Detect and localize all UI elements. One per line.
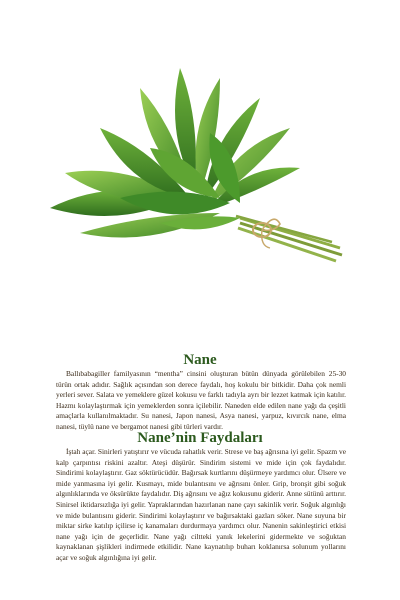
mint-leaves (50, 68, 300, 238)
section-text-benefits: İştah açar. Sinirleri yatıştırır ve vücuda rahatlık verir. Strese ve baş ağrısına iyi gelir. Spazm ve kalp çarpıntısı riskini azaltır. Ateşi düşürür. Sindirim sistemi ve mide için çok faydalıdır. Sindirimi kolaylaştırır. Gaz söktürücüdür. Bağırsak kurtlarını düşürmeye yardımcı olur. Ülsere ve mide yanmasına iyi gelir. Kusmayı, mide bulantısını ve ağrısını önler. Grip, bronşit gibi soğuk algınlıklarında ve öksürükte faydalıdır. Diş ağrısını ve ağız kokusunu giderir. Anne sütünü arttırır. Sinirsel iktidarsızlığa iyi gelir. Yapraklarından hazırlanan nane çayı sakinlik verir. Soğuk algınlığı ve mide bulantısını giderir. Sindirimi kolaylaştırır ve bağırsaktaki gazları söker. Nane suyuna bir miktar sirke katılıp içilirse iç kanamaları durdurmaya yardımcı olur. Nanenin sakinleştirici etkisi nane yağı için de geçerlidir. Nane yağı ciltteki yanık lekelerini gidermekte ve soğuktan kaynaklanan şişlikleri indirmede etkilidir. Nane kaynatılıp buharı koklanırsa solunum yollarını açar ve soğuk algınlığına iyi gelir. (56, 447, 346, 562)
section-text-nane: Ballıbabagiller familyasının “mentha” cinsini oluşturan bütün dünyada görülebilen 25-30 türün ortak adıdır. Sağlık açısından son derece faydalı, hoş kokulu bir bitkidir. Daha çok nemli yerleri sever. Salata ve yemeklere güzel kokusu ve farklı tadıyla ayrı bir lezzet katmak için katılır. Hazmı kolaylaştırmak için yemeklerden sonra içilebilir. Naneden elde edilen nane yağı da çeşitli amaçlarla kullanılmaktadır. Su nanesi, Japon nanesi, Asya nanesi, yarpuz, kıvırcık nane, elma nanesi, tüylü nane ve bergamot nanesi gibi türleri vardır. (56, 369, 346, 431)
section-title-nane: Nane (183, 352, 217, 368)
mint-stems (236, 216, 342, 261)
section-title-benefits: Nane’nin Faydaları (137, 430, 263, 446)
mint-bunch-illustration (40, 58, 350, 278)
